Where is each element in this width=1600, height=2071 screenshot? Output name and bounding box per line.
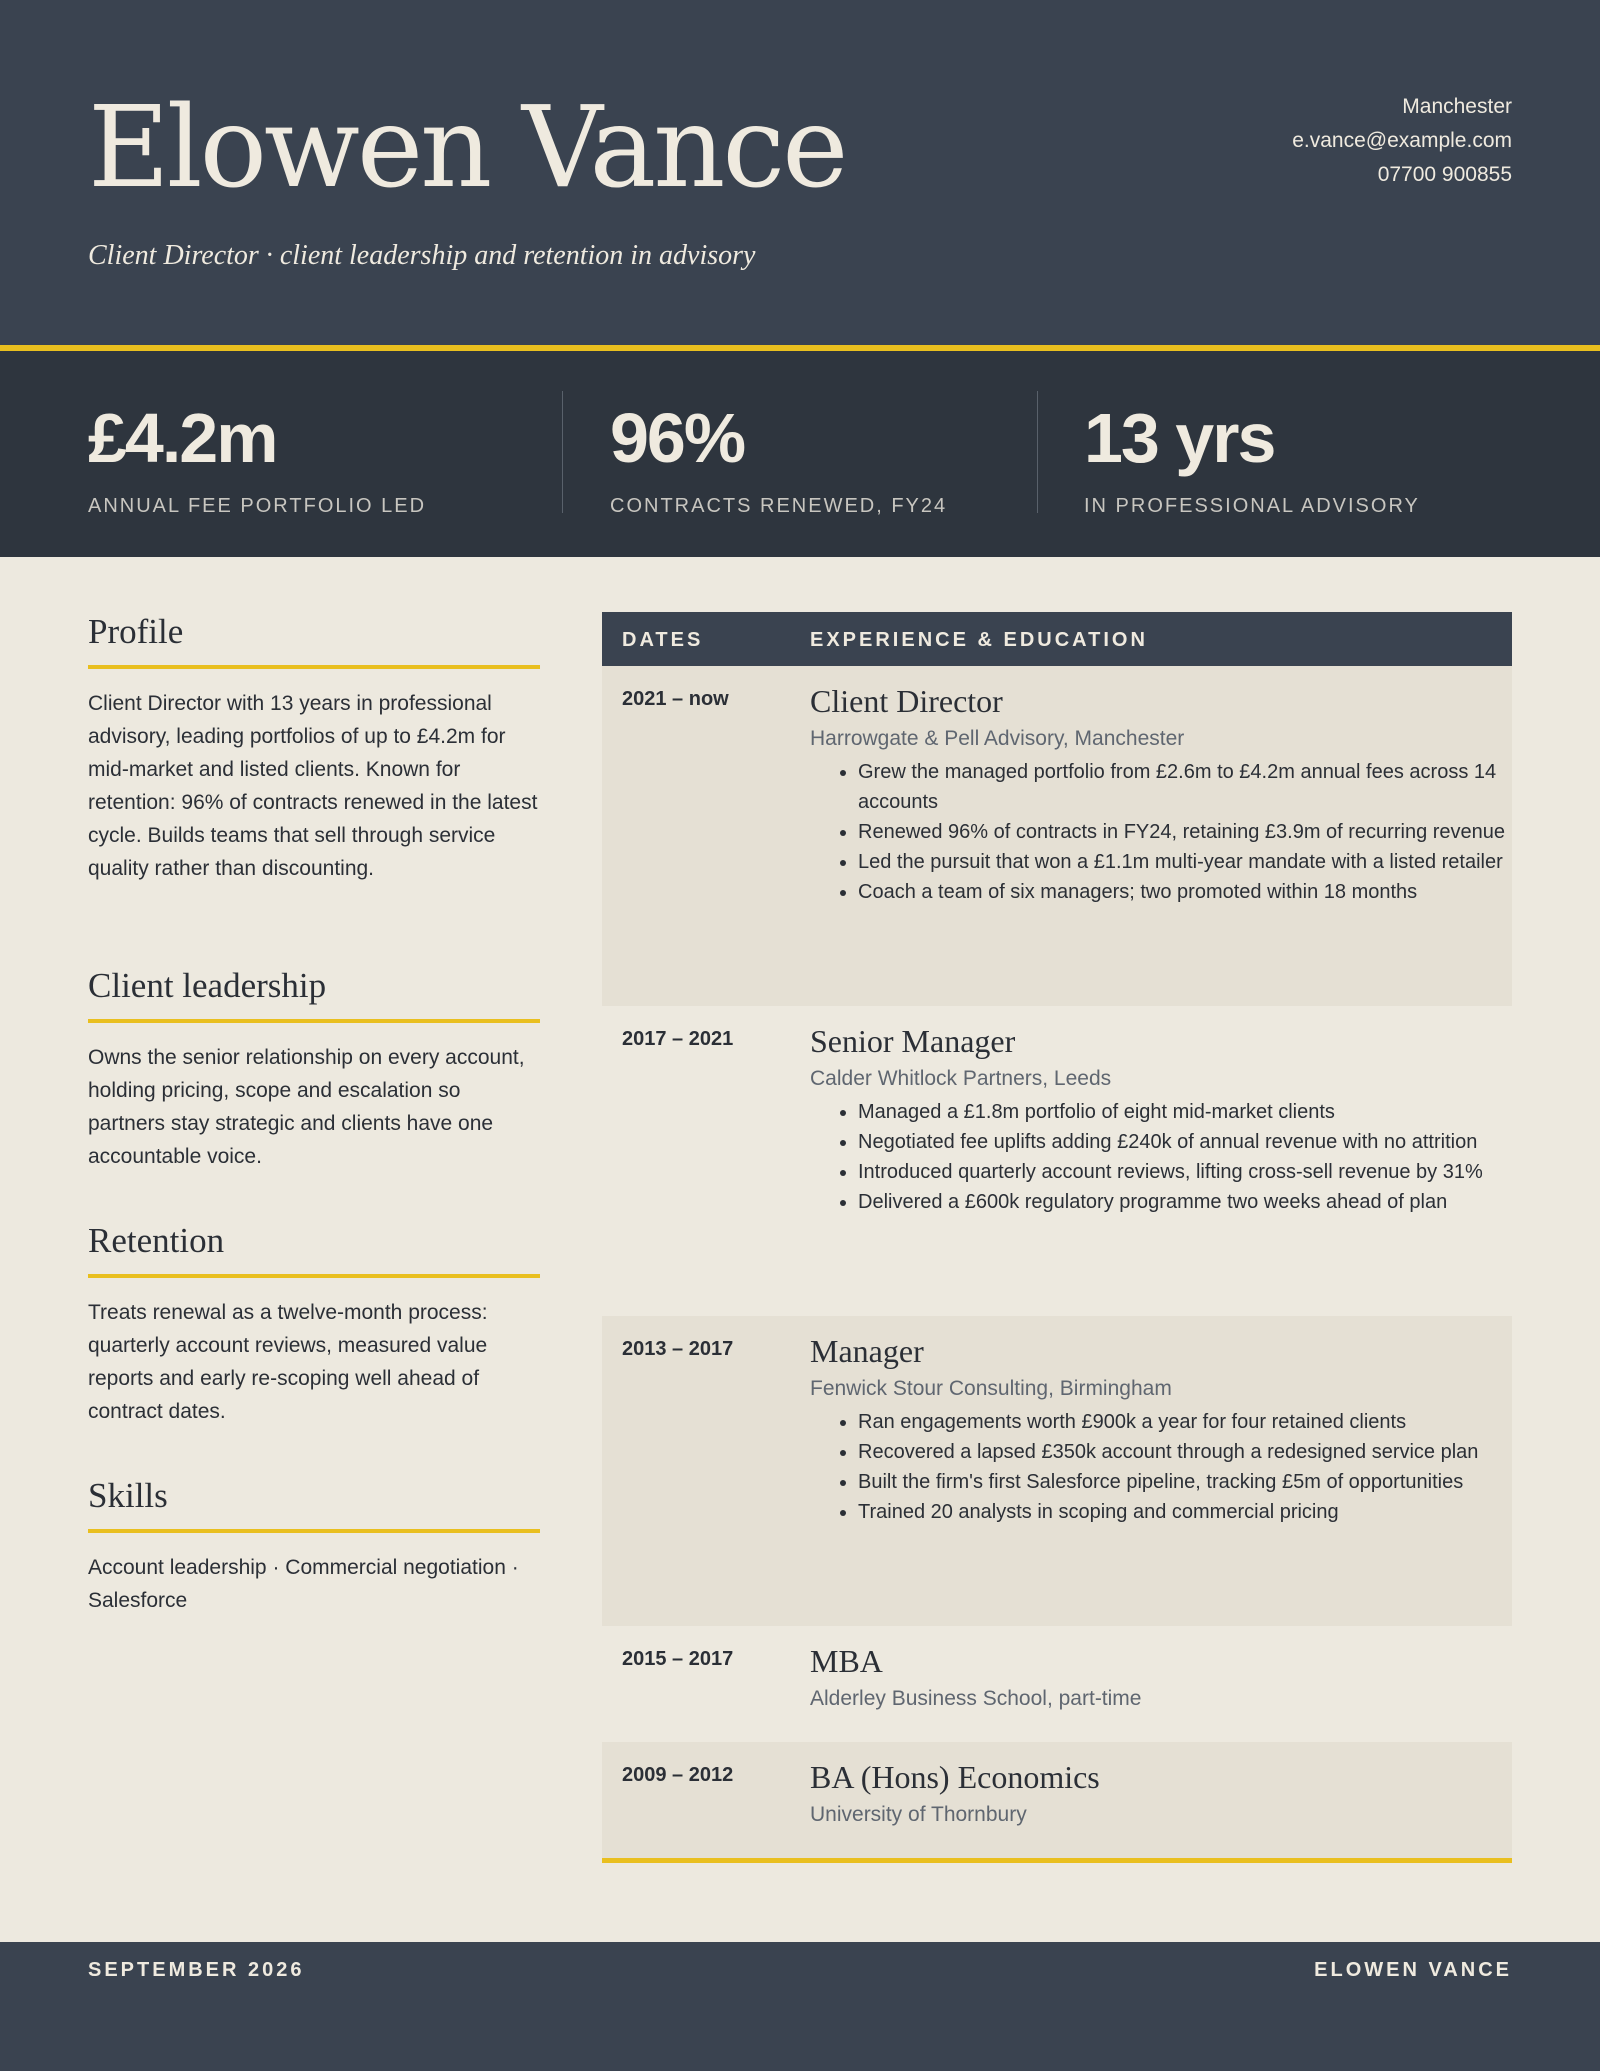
section-heading: Profile (88, 612, 184, 651)
contact-phone[interactable]: 07700 900855 (1377, 163, 1512, 186)
footer-name: ELOWEN VANCE (1314, 1959, 1512, 1981)
contact-block (1292, 90, 1512, 192)
stats-band (0, 351, 1600, 557)
stat-value: 96% (610, 399, 745, 477)
table-row (602, 666, 1512, 1006)
list-item: • Coach a team of six managers; two promoted within 18 months (858, 877, 1510, 907)
tagline: Client Director · client leadership and retention in advisory (88, 240, 756, 271)
achievement-list (810, 1097, 1510, 1217)
table-row (602, 1742, 1512, 1858)
row-content (810, 1644, 1510, 1711)
footer-date: SEPTEMBER 2026 (88, 1959, 305, 1981)
table-row (602, 1626, 1512, 1742)
list-item: • Managed a £1.8m portfolio of eight mid-market clients (858, 1097, 1510, 1127)
row-content (810, 1334, 1510, 1527)
education-institution: University of Thornbury (810, 1803, 1027, 1827)
list-item: • Led the pursuit that won a £1.1m multi-year mandate with a listed retailer (858, 847, 1510, 877)
section-retention (88, 1223, 540, 1428)
section-heading: Retention (88, 1221, 225, 1260)
stat-value: £4.2m (88, 399, 277, 477)
retention-text: Treats renewal as a twelve-month process: quarterly account reviews, measured value reports and early re-scoping well ahead of contract dates. (88, 1301, 488, 1423)
row-content (810, 1760, 1510, 1827)
education-institution: Alderley Business School, part-time (810, 1687, 1142, 1711)
list-item: • Renewed 96% of contracts in FY24, retaining £3.9m of recurring revenue (858, 817, 1510, 847)
section-rule (88, 1019, 540, 1023)
leadership-text: Owns the senior relationship on every account, holding pricing, scope and escalation so partners stay strategic and clients have one accountable voice. (88, 1046, 525, 1168)
footer (0, 1942, 1600, 2071)
column-header-experience: EXPERIENCE & EDUCATION (810, 629, 1148, 651)
table-accent-rule (602, 1858, 1512, 1863)
section-rule (88, 1529, 540, 1533)
list-item: • Built the firm's first Salesforce pipeline, tracking £5m of opportunities (858, 1467, 1510, 1497)
contact-city: Manchester (1402, 95, 1512, 118)
role-organisation: Harrowgate & Pell Advisory, Manchester (810, 727, 1185, 751)
education-title: BA (Hons) Economics (810, 1759, 1100, 1795)
column-header-dates: DATES (622, 629, 704, 651)
stat-value: 13 yrs (1084, 399, 1275, 477)
section-rule (88, 665, 540, 669)
row-dates: 2015 – 2017 (622, 1648, 734, 1670)
stat-label: IN PROFESSIONAL ADVISORY (1084, 495, 1420, 517)
education-title: MBA (810, 1643, 883, 1679)
list-item: • Negotiated fee uplifts adding £240k of annual revenue with no attrition (858, 1127, 1510, 1157)
achievement-list (810, 757, 1510, 907)
role-organisation: Calder Whitlock Partners, Leeds (810, 1067, 1112, 1091)
list-item: • Ran engagements worth £900k a year for four retained clients (858, 1407, 1510, 1437)
profile-text: Client Director with 13 years in professional advisory, leading portfolios of up to £4.2m for mid-market and listed clients. Known for retention: 96% of contracts renewed in the latest cycle. Builds teams that sell through service quality rather than discounting. (88, 692, 538, 880)
skills-text: Account leadership · Commercial negotiation · Salesforce (88, 1556, 519, 1612)
header (0, 0, 1600, 345)
section-rule (88, 1274, 540, 1278)
table-row (602, 1006, 1512, 1316)
role-organisation: Fenwick Stour Consulting, Birmingham (810, 1377, 1172, 1401)
role-title: Manager (810, 1333, 924, 1369)
achievement-list (810, 1407, 1510, 1527)
row-dates: 2013 – 2017 (622, 1338, 734, 1360)
list-item: • Introduced quarterly account reviews, lifting cross-sell revenue by 31% (858, 1157, 1510, 1187)
section-skills (88, 1478, 540, 1617)
role-title: Client Director (810, 683, 1003, 719)
candidate-name: Elowen Vance (88, 83, 846, 213)
section-heading: Skills (88, 1476, 168, 1515)
row-dates: 2009 – 2012 (622, 1764, 734, 1786)
experience-table (602, 612, 1512, 1863)
stat-label: ANNUAL FEE PORTFOLIO LED (88, 495, 427, 517)
section-heading: Client leadership (88, 966, 327, 1005)
table-header (602, 612, 1512, 666)
list-item: • Trained 20 analysts in scoping and commercial pricing (858, 1497, 1510, 1527)
row-dates: 2021 – now (622, 688, 729, 710)
row-content (810, 684, 1510, 907)
section-profile (88, 614, 540, 885)
table-row (602, 1316, 1512, 1626)
row-content (810, 1024, 1510, 1217)
stat-label: CONTRACTS RENEWED, FY24 (610, 495, 948, 517)
list-item: • Recovered a lapsed £350k account through a redesigned service plan (858, 1437, 1510, 1467)
row-dates: 2017 – 2021 (622, 1028, 734, 1050)
stat-divider (1037, 391, 1038, 513)
stat-years (1084, 399, 1420, 518)
list-item: • Grew the managed portfolio from £2.6m to £4.2m annual fees across 14 accounts (858, 757, 1510, 817)
stat-portfolio (88, 399, 427, 518)
stat-divider (562, 391, 563, 513)
list-item: • Delivered a £600k regulatory programme two weeks ahead of plan (858, 1187, 1510, 1217)
contact-email[interactable]: e.vance@example.com (1292, 129, 1512, 152)
stat-renewals (610, 399, 948, 518)
role-title: Senior Manager (810, 1023, 1016, 1059)
section-client-leadership (88, 968, 540, 1173)
